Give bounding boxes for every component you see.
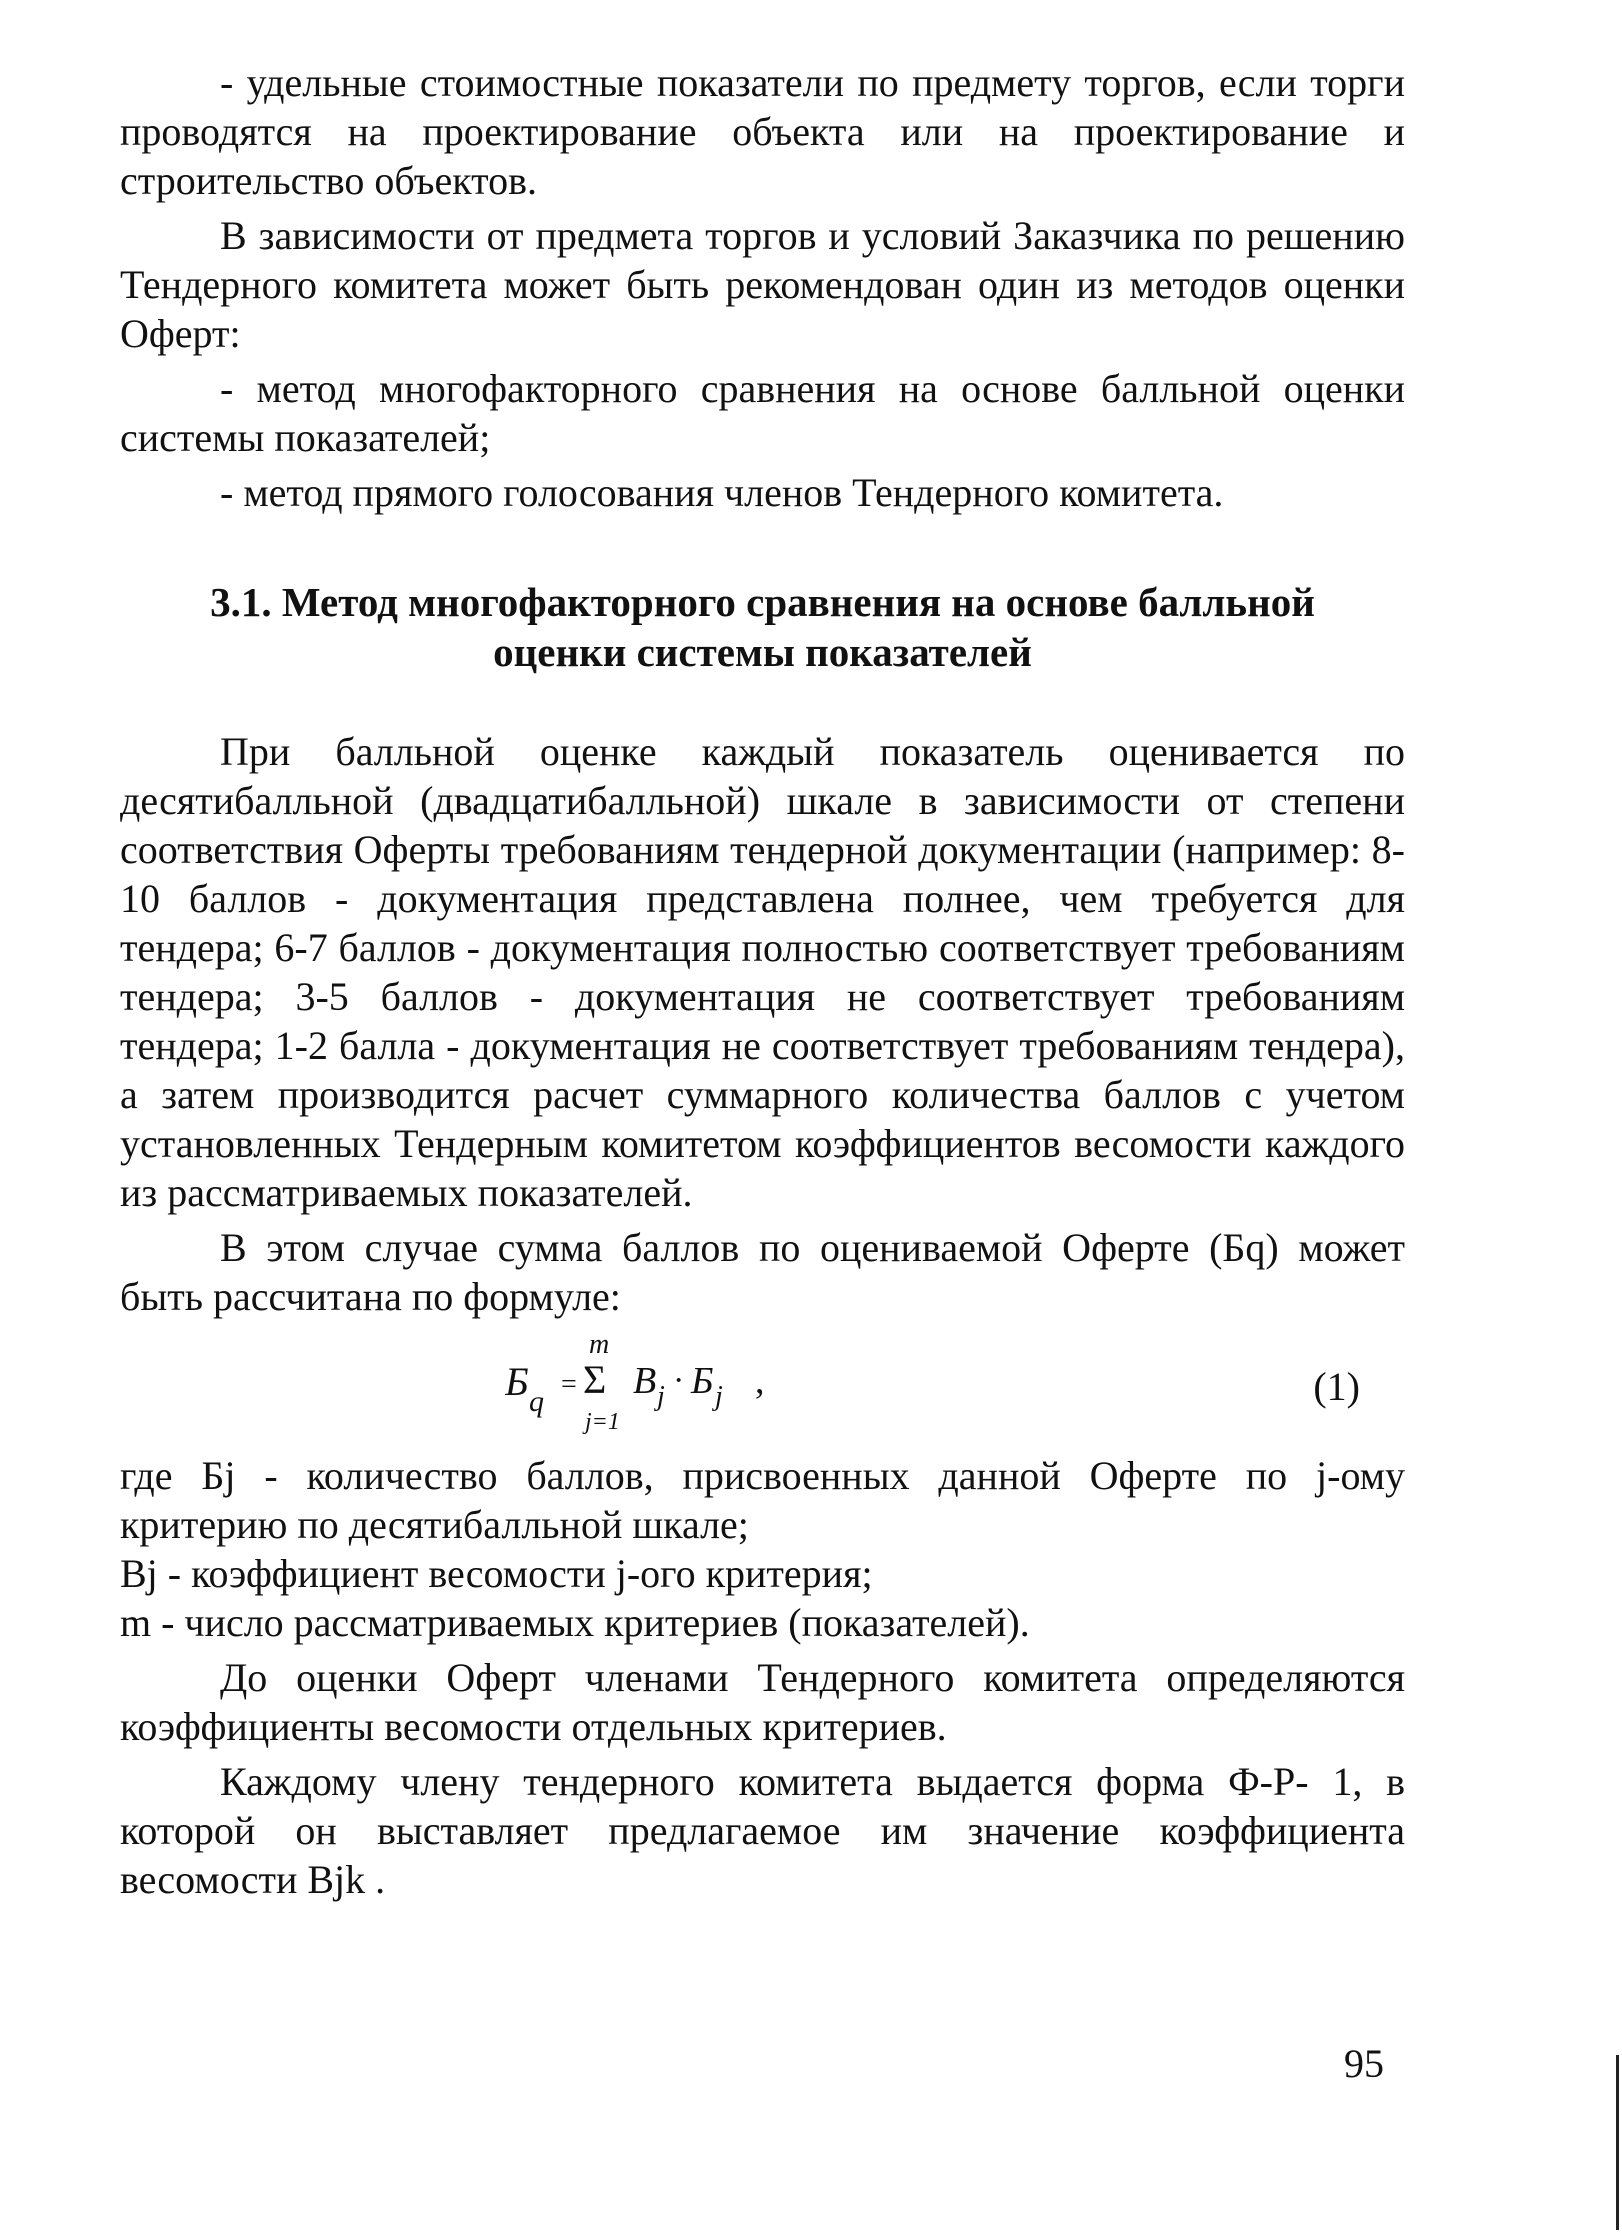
- formula: [505, 1325, 925, 1445]
- formula-equals: =: [561, 1369, 577, 1400]
- formula-term2: Б: [691, 1360, 714, 1402]
- paragraph-weight-coefficients: До оценки Оферт членами Тендерного комитета определяются коэффициенты весомости отдельных критериев.: [120, 1655, 1405, 1749]
- definition-m-count: m - число рассматриваемых критериев (показателей).: [120, 1600, 1030, 1645]
- formula-lhs-sub: q: [529, 1385, 544, 1418]
- list-item-voting-method: - метод прямого голосования членов Тендерного комитета.: [220, 470, 1224, 515]
- formula-sum-upper: m: [589, 1329, 610, 1360]
- definition-bj-points: где Бj - количество баллов, присвоенных данной Оферте по j-ому критерию по десятибалльной шкале;: [120, 1453, 1405, 1547]
- paragraph-formula-intro: В этом случае сумма баллов по оцениваемой Оферте (Бq) может быть рассчитана по формуле:: [120, 1225, 1405, 1319]
- paragraph-scoring-description: При балльной оценке каждый показатель оценивается по десятибалльной (двадцатибалльной) шкале в зависимости от степени соответствия Оферты требованиям тендерной документации (например: 8-10 баллов - документация представлена полнее, чем требуется для тендера; 6-7 баллов - документация полностью соответствует требованиям тендера; 3-5 баллов - документация не соответствует требованиям тендера; 1-2 балла - документация не соответствует требованиям тендера), а затем производится расчет суммарного количества баллов с учетом установленных Тендерным комитетом коэффициентов весомости каждого из рассматриваемых показателей.: [120, 729, 1405, 1215]
- formula-row: [120, 1325, 1405, 1445]
- list-item-multifactor-method: - метод многофакторного сравнения на основе балльной оценки системы показателей;: [120, 366, 1405, 460]
- formula-svg: [505, 1325, 925, 1445]
- scan-edge-mark: [1616, 2055, 1619, 2230]
- formula-term2-sub: j: [715, 1381, 723, 1412]
- definition-vj-weight: Вj - коэффициент весомости j-ого критерия;: [120, 1551, 873, 1596]
- formula-sum-lower: j=1: [585, 1409, 620, 1435]
- formula-comma: ,: [755, 1360, 765, 1402]
- paragraph-evaluation-methods: В зависимости от предмета торгов и условий Заказчика по решению Тендерного комитета может быть рекомендован один из методов оценки Оферт:: [120, 213, 1405, 356]
- formula-term1-sub: j: [657, 1381, 665, 1412]
- section-heading: [120, 577, 1405, 677]
- section-heading-line-2: оценки системы показателей: [493, 629, 1032, 675]
- page-number: 95: [1344, 2041, 1384, 2086]
- formula-dot: ·: [673, 1362, 685, 1399]
- paragraph-form-fr1: Каждому члену тендерного комитета выдается форма Ф-Р- 1, в которой он выставляет предлагаемое им значение коэффициента весомости Вjk .: [120, 1759, 1405, 1902]
- formula-sum-sign: Σ: [583, 1357, 607, 1402]
- section-heading-line-1: 3.1. Метод многофакторного сравнения на основе балльной: [210, 579, 1315, 625]
- page-content: [120, 58, 1405, 1904]
- formula-lhs-main: Б: [505, 1359, 529, 1404]
- formula-term1: B: [633, 1360, 657, 1402]
- equation-number: (1): [1313, 1364, 1360, 1409]
- paragraph-unit-cost-indicators: - удельные стоимостные показатели по предмету торгов, если торги проводятся на проектирование объекта или на проектирование и строительство объектов.: [120, 60, 1405, 203]
